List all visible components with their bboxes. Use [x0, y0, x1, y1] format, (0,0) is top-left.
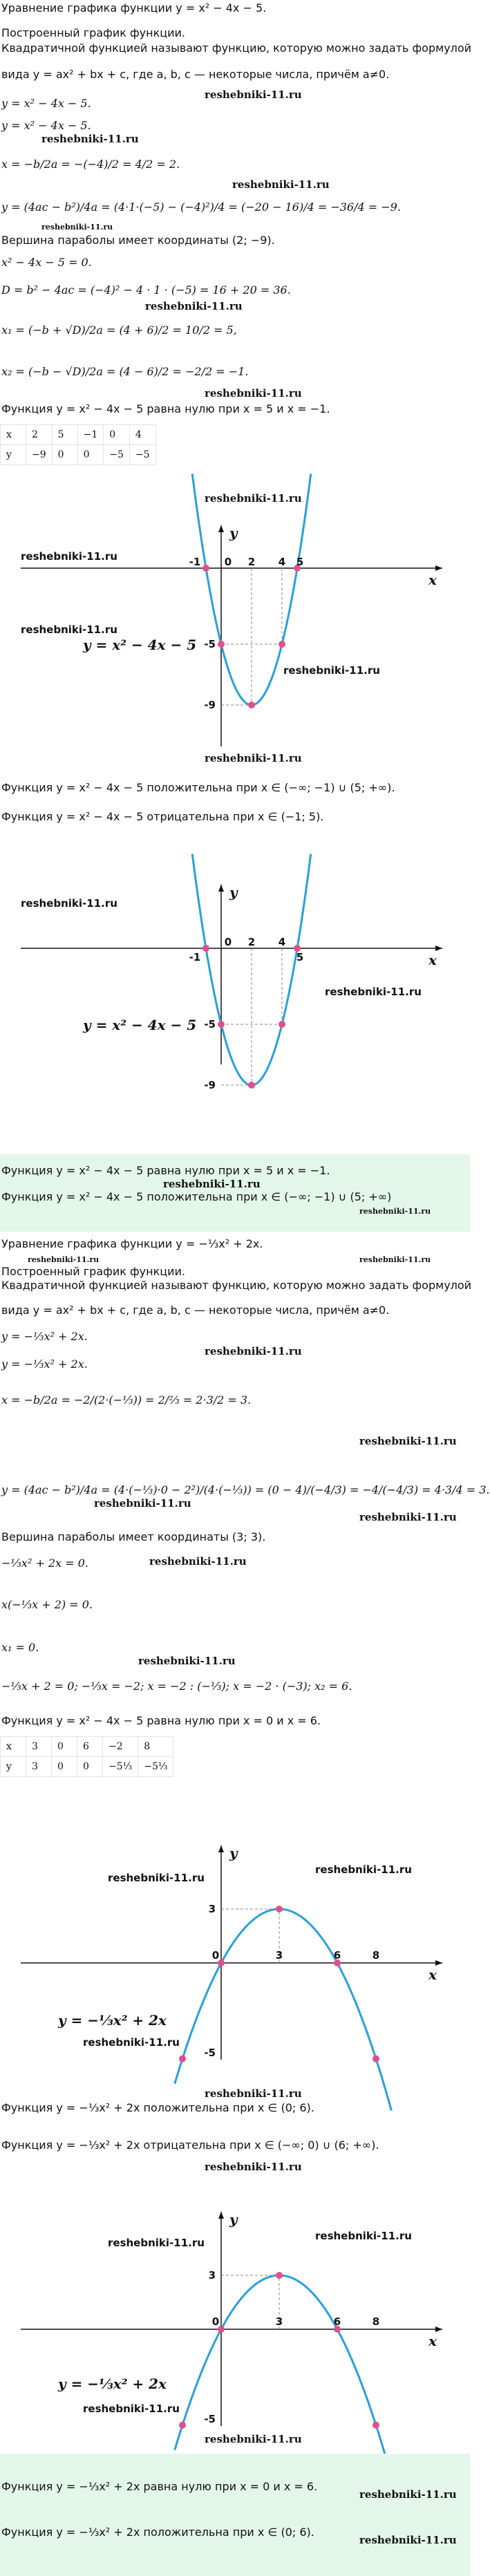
p1-eq1: y = x² − 4x − 5. — [1, 97, 91, 110]
graph-point — [179, 2422, 186, 2429]
watermark: reshebniki-11.ru — [163, 1178, 261, 1190]
x-axis-arrow — [435, 1960, 442, 1966]
x-axis-label: x — [428, 2333, 437, 2349]
y-tick-label: -5 — [204, 2047, 216, 2059]
function-label: y = −⅓x² + 2x — [58, 2376, 167, 2392]
p2-ans2: Функция y = −⅓x² + 2x положительна при x ∈ (0; 6). — [1, 2526, 314, 2539]
graph-point — [218, 641, 225, 648]
watermark: reshebniki-11.ru — [359, 1511, 457, 1523]
x-tick-label: 3 — [275, 2315, 283, 2328]
watermark: reshebniki-11.ru — [205, 88, 302, 101]
watermark: reshebniki-11.ru — [359, 1255, 431, 1264]
watermark: reshebniki-11.ru — [83, 2403, 180, 2415]
x-tick-label: 4 — [278, 556, 286, 568]
function-label: y = x² − 4x − 5 — [83, 637, 197, 653]
watermark: reshebniki-11.ru — [205, 2433, 302, 2445]
p1-answer-box — [0, 1154, 470, 1232]
p2-zero-text: Функция y = x² − 4x − 5 равна нулю при x = 0 и x = 6. — [1, 1714, 321, 1727]
p1-ans2: Функция y = x² − 4x − 5 положительна при x ∈ (−∞; −1) ∪ (5; +∞) — [1, 1190, 392, 1203]
x-tick-label: 8 — [372, 1949, 380, 1962]
x-axis-arrow — [435, 946, 442, 951]
p2-built: Построенный график функции. — [1, 1265, 186, 1278]
watermark: reshebniki-11.ru — [359, 1435, 457, 1447]
graph-point — [276, 1906, 283, 1912]
p2-def2: вида y = ax² + bx + c, где a, b, c — некоторые числа, причём a≠0. — [1, 1304, 390, 1317]
x-axis-arrow — [435, 2326, 442, 2332]
p2-r1: −⅓x² + 2x = 0. — [1, 1557, 88, 1570]
watermark: reshebniki-11.ru — [205, 1345, 302, 1357]
watermark: reshebniki-11.ru — [28, 1255, 100, 1264]
y-tick-label: -9 — [204, 699, 216, 711]
y-tick-label: 3 — [208, 2269, 216, 2282]
watermark: reshebniki-11.ru — [21, 897, 117, 910]
p1-x2: x₂ = (−b − √D)/2a = (4 − 6)/2 = −2/2 = −1. — [1, 365, 249, 378]
p1-def2: вида y = ax² + bx + c, где a, b, c — некоторые числа, причём a≠0. — [1, 68, 390, 81]
watermark: reshebniki-11.ru — [41, 133, 139, 145]
p1-title: Уравнение графика функции y = x² − 4x − 5. — [1, 1, 267, 15]
watermark: reshebniki-11.ru — [149, 1555, 247, 1568]
x-tick-label: 0 — [211, 1949, 220, 1962]
graph-point — [202, 565, 209, 572]
p1-def1: Квадратичной функцией называют функцию, которую можно задать формулой — [1, 41, 472, 55]
graph-point — [276, 2272, 283, 2279]
x-tick-label: 2 — [247, 556, 256, 568]
p2-value-table: x 3 0 6 −2 8 y 3 0 0 −5⅓ −5⅓ — [0, 1736, 173, 1777]
p1-neg-text: Функция y = x² − 4x − 5 отрицательна при x ∈ (−1; 5). — [1, 810, 324, 823]
y-axis-arrow — [218, 2212, 224, 2219]
x-tick-label: -1 — [189, 951, 201, 963]
watermark: reshebniki-11.ru — [145, 300, 243, 312]
watermark: reshebniki-11.ru — [359, 1207, 431, 1216]
p1-roots-eq: x² − 4x − 5 = 0. — [1, 256, 92, 269]
p2-r2: x(−⅓x + 2) = 0. — [1, 1598, 93, 1611]
watermark: reshebniki-11.ru — [325, 986, 422, 998]
function-label: y = −⅓x² + 2x — [58, 2012, 167, 2029]
watermark: reshebniki-11.ru — [205, 492, 302, 505]
p2-vertex: Вершина параболы имеет координаты (3; 3). — [1, 1530, 266, 1543]
graph-point — [373, 2422, 379, 2429]
p1-eq2: y = x² − 4x − 5. — [1, 119, 91, 132]
x-tick-label: 5 — [296, 556, 304, 568]
p1-built: Построенный график функции. — [1, 26, 186, 39]
p1-value-table: x 2 5 −1 0 4 y −9 0 0 −5 −5 — [0, 424, 156, 465]
watermark: reshebniki-11.ru — [359, 2488, 457, 2501]
x-tick-label: 0 — [224, 556, 232, 568]
watermark: reshebniki-11.ru — [83, 2036, 180, 2049]
parabola-curve — [175, 2275, 392, 2477]
p2-graph-2 — [0, 2170, 470, 2426]
y-tick-label: -9 — [204, 1079, 216, 1091]
graph-point — [279, 1021, 285, 1028]
y-tick-label: 3 — [208, 1903, 216, 1915]
y-axis-label: y — [229, 884, 238, 901]
p2-def1: Квадратичной функцией называют функцию, которую можно задать формулой — [1, 1279, 472, 1292]
p2-eq1: y = −⅓x² + 2x. — [1, 1330, 88, 1343]
watermark: reshebniki-11.ru — [21, 623, 117, 636]
watermark: reshebniki-11.ru — [205, 2161, 302, 2173]
x-tick-label: 5 — [296, 951, 304, 963]
p1-x1: x₁ = (−b + √D)/2a = (4 + 6)/2 = 10/2 = 5, — [1, 323, 237, 337]
y-axis-arrow — [218, 525, 224, 532]
p2-ans1: Функция y = −⅓x² + 2x равна нулю при x = 0 и x = 6. — [1, 2480, 318, 2493]
watermark: reshebniki-11.ru — [94, 1497, 191, 1510]
x-tick-label: -1 — [189, 556, 201, 568]
p1-graph-1 — [0, 511, 470, 746]
watermark: reshebniki-11.ru — [21, 550, 117, 563]
p1-vertex: Вершина параболы имеет координаты (2; −9). — [1, 234, 275, 247]
graph-point — [202, 945, 209, 952]
p2-graph-1 — [0, 1797, 470, 2060]
p2-r3: x₁ = 0. — [1, 1641, 39, 1654]
x-tick-label: 2 — [247, 936, 256, 948]
x-tick-label: 0 — [224, 936, 232, 948]
watermark: reshebniki-11.ru — [232, 178, 330, 191]
p1-x0: x = −b/2a = −(−4)/2 = 4/2 = 2. — [1, 158, 180, 171]
watermark: reshebniki-11.ru — [359, 2534, 457, 2546]
x-tick-label: 6 — [333, 1949, 341, 1962]
p2-x0: x = −b/2a = −2/(2·(−⅓)) = 2/⅔ = 2·3/2 = 3. — [1, 1393, 252, 1407]
p1-y0: y = (4ac − b²)/4a = (4·1·(−5) − (−4)²)/4 = (−20 − 16)/4 = −36/4 = −9. — [1, 200, 401, 214]
graph-point — [279, 641, 285, 648]
graph-point — [179, 2056, 186, 2062]
p2-answer-box — [0, 2454, 470, 2576]
watermark: reshebniki-11.ru — [41, 223, 113, 232]
watermark: reshebniki-11.ru — [108, 1872, 205, 1884]
watermark: reshebniki-11.ru — [108, 2237, 205, 2249]
watermark: reshebniki-11.ru — [205, 752, 302, 764]
y-tick-label: -5 — [204, 1018, 216, 1031]
p1-disc: D = b² − 4ac = (−4)² − 4 · 1 · (−5) = 16 + 20 = 36. — [1, 283, 291, 297]
watermark: reshebniki-11.ru — [283, 664, 380, 677]
y-axis-arrow — [218, 885, 224, 892]
p2-r4: −⅓x + 2 = 0; −⅓x = −2; x = −2 : (−⅓); x = −2 · (−3); x₂ = 6. — [1, 1680, 352, 1693]
watermark: reshebniki-11.ru — [315, 2230, 412, 2242]
x-axis-label: x — [428, 952, 437, 968]
x-axis-label: x — [428, 1966, 437, 1983]
x-tick-label: 8 — [372, 2315, 380, 2328]
p1-graph-2 — [0, 829, 470, 1091]
x-tick-label: 4 — [278, 936, 286, 948]
watermark: reshebniki-11.ru — [315, 1863, 412, 1876]
x-axis-arrow — [435, 565, 442, 571]
watermark: reshebniki-11.ru — [205, 2087, 302, 2100]
p2-neg-text: Функция y = −⅓x² + 2x отрицательна при x ∈ (−∞; 0) ∪ (6; +∞). — [1, 2138, 379, 2152]
p1-pos-text: Функция y = x² − 4x − 5 положительна при x ∈ (−∞; −1) ∪ (5; +∞). — [1, 781, 395, 794]
graph-point — [248, 1082, 255, 1089]
graph-point — [373, 2056, 379, 2062]
watermark: reshebniki-11.ru — [205, 387, 302, 399]
graph-point — [248, 702, 255, 708]
graph-point — [218, 1021, 225, 1028]
p2-eq2: y = −⅓x² + 2x. — [1, 1357, 88, 1371]
p2-pos-text: Функция y = −⅓x² + 2x положительна при x ∈ (0; 6). — [1, 2101, 314, 2114]
p1-zero-text: Функция y = x² − 4x − 5 равна нулю при x = 5 и x = −1. — [1, 402, 330, 415]
y-tick-label: -5 — [204, 638, 216, 650]
function-label: y = x² − 4x − 5 — [83, 1017, 197, 1033]
p1-ans1: Функция y = x² − 4x − 5 равна нулю при x = 5 и x = −1. — [1, 1164, 330, 1177]
p2-title: Уравнение графика функции y = −⅓x² + 2x. — [1, 1237, 263, 1250]
x-tick-label: 6 — [333, 2315, 341, 2328]
watermark: reshebniki-11.ru — [138, 1655, 236, 1667]
y-axis-label: y — [229, 1845, 238, 1861]
y-axis-arrow — [218, 1845, 224, 1852]
x-axis-label: x — [428, 572, 437, 588]
y-axis-label: y — [229, 2211, 238, 2228]
x-tick-label: 3 — [275, 1949, 283, 1962]
p2-y0: y = (4ac − b²)/4a = (4·(−⅓)·0 − 2²)/(4·(−⅓)) = (0 − 4)/(−4/3) = −4/(−4/3) = 4·3/4 = 3. — [1, 1483, 490, 1496]
parabola-curve — [175, 1909, 392, 2111]
x-tick-label: 0 — [211, 2315, 220, 2328]
y-tick-label: -5 — [204, 2413, 216, 2425]
y-axis-label: y — [229, 525, 238, 541]
